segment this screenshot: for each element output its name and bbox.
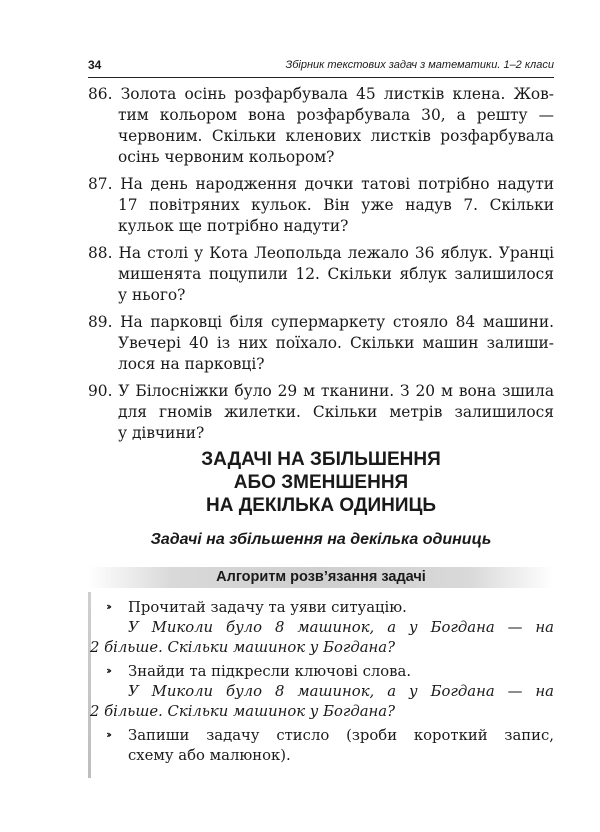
problem-number: 86. bbox=[88, 85, 113, 103]
algorithm-step-1 bbox=[90, 598, 554, 658]
problem-text: лося на парковці? bbox=[118, 355, 265, 373]
problem-text: тим кольором вона розфарбувала 30, а решту — bbox=[118, 106, 554, 124]
problem-90 bbox=[88, 381, 554, 444]
section-heading: ЗАДАЧІ НА ЗБІЛЬШЕННЯ АБО ЗМЕНШЕННЯ НА ДЕКІЛЬКА ОДИНИЦЬ bbox=[201, 449, 441, 516]
step-text: Прочитай задачу та уяви ситуацію. bbox=[128, 599, 407, 616]
problem-number: 90. bbox=[88, 382, 113, 400]
problem-89 bbox=[88, 312, 554, 375]
subsection-heading: Задачі на збільшення на декілька одиниць bbox=[150, 531, 492, 548]
problem-text: У Білосніжки було 29 м тканини. З 20 м вона зшила bbox=[118, 382, 554, 400]
page-number: 34 bbox=[88, 58, 102, 72]
problem-88 bbox=[88, 243, 554, 306]
algorithm-step-2 bbox=[90, 662, 554, 722]
problem-text: червоним. Скільки кленових листків розфарбувала bbox=[118, 127, 554, 145]
algorithm-title-bar: Алгоритм розв’язання задачі bbox=[88, 567, 554, 588]
problem-list bbox=[88, 84, 554, 450]
problem-text: у дівчини? bbox=[118, 424, 205, 442]
running-title: Збірник текстових задач з математики. 1–2 класи bbox=[285, 59, 554, 71]
problem-text: у нього? bbox=[118, 286, 186, 304]
problem-text: На парковці біля супермаркету стояло 84 машини. bbox=[120, 313, 554, 331]
algorithm-side-rule bbox=[88, 592, 91, 778]
problem-number: 88. bbox=[88, 244, 113, 262]
page-header bbox=[88, 55, 554, 78]
double-arrow-icon: ›› bbox=[106, 664, 110, 677]
problem-text: На столі у Кота Леопольда лежало 36 яблук. Уранці bbox=[118, 244, 554, 262]
problem-number: 89. bbox=[88, 313, 113, 331]
step-text: Знайди та підкресли ключові слова. bbox=[128, 663, 412, 680]
double-arrow-icon: ›› bbox=[106, 600, 110, 613]
step-example: У Миколи було 8 машинок, а у Богдана — на bbox=[128, 619, 554, 636]
double-arrow-icon: ›› bbox=[106, 728, 110, 741]
step-example: 2 більше. Скільки машинок у Богдана? bbox=[90, 639, 396, 656]
problem-text: для гномів жилетки. Скільки метрів залишилося bbox=[118, 403, 554, 421]
problem-text: 17 повітряних кульок. Він уже надув 7. Скільки bbox=[118, 196, 554, 214]
step-example: 2 більше. Скільки машинок у Богдана? bbox=[90, 703, 396, 720]
algorithm-box bbox=[88, 592, 554, 778]
algorithm-step-3 bbox=[106, 726, 554, 766]
problem-86 bbox=[88, 84, 554, 168]
problem-87 bbox=[88, 174, 554, 237]
step-text: Запиши задачу стисло (зроби короткий запис, bbox=[128, 727, 554, 744]
problem-text: мишенята поцупили 12. Скільки яблук залишилося bbox=[118, 265, 554, 283]
problem-text: На день народження дочки татові потрібно надути bbox=[120, 175, 554, 193]
problem-text: Золота осінь розфарбувала 45 листків клена. Жов- bbox=[120, 85, 554, 103]
step-text: схему або малюнок). bbox=[128, 747, 291, 764]
problem-text: кульок ще потрібно надути? bbox=[118, 217, 349, 235]
problem-text: осінь червоним кольором? bbox=[118, 148, 335, 166]
step-example: У Миколи було 8 машинок, а у Богдана — на bbox=[128, 683, 554, 700]
problem-text: Увечері 40 із них поїхало. Скільки машин залиши- bbox=[118, 334, 554, 352]
problem-number: 87. bbox=[88, 175, 113, 193]
